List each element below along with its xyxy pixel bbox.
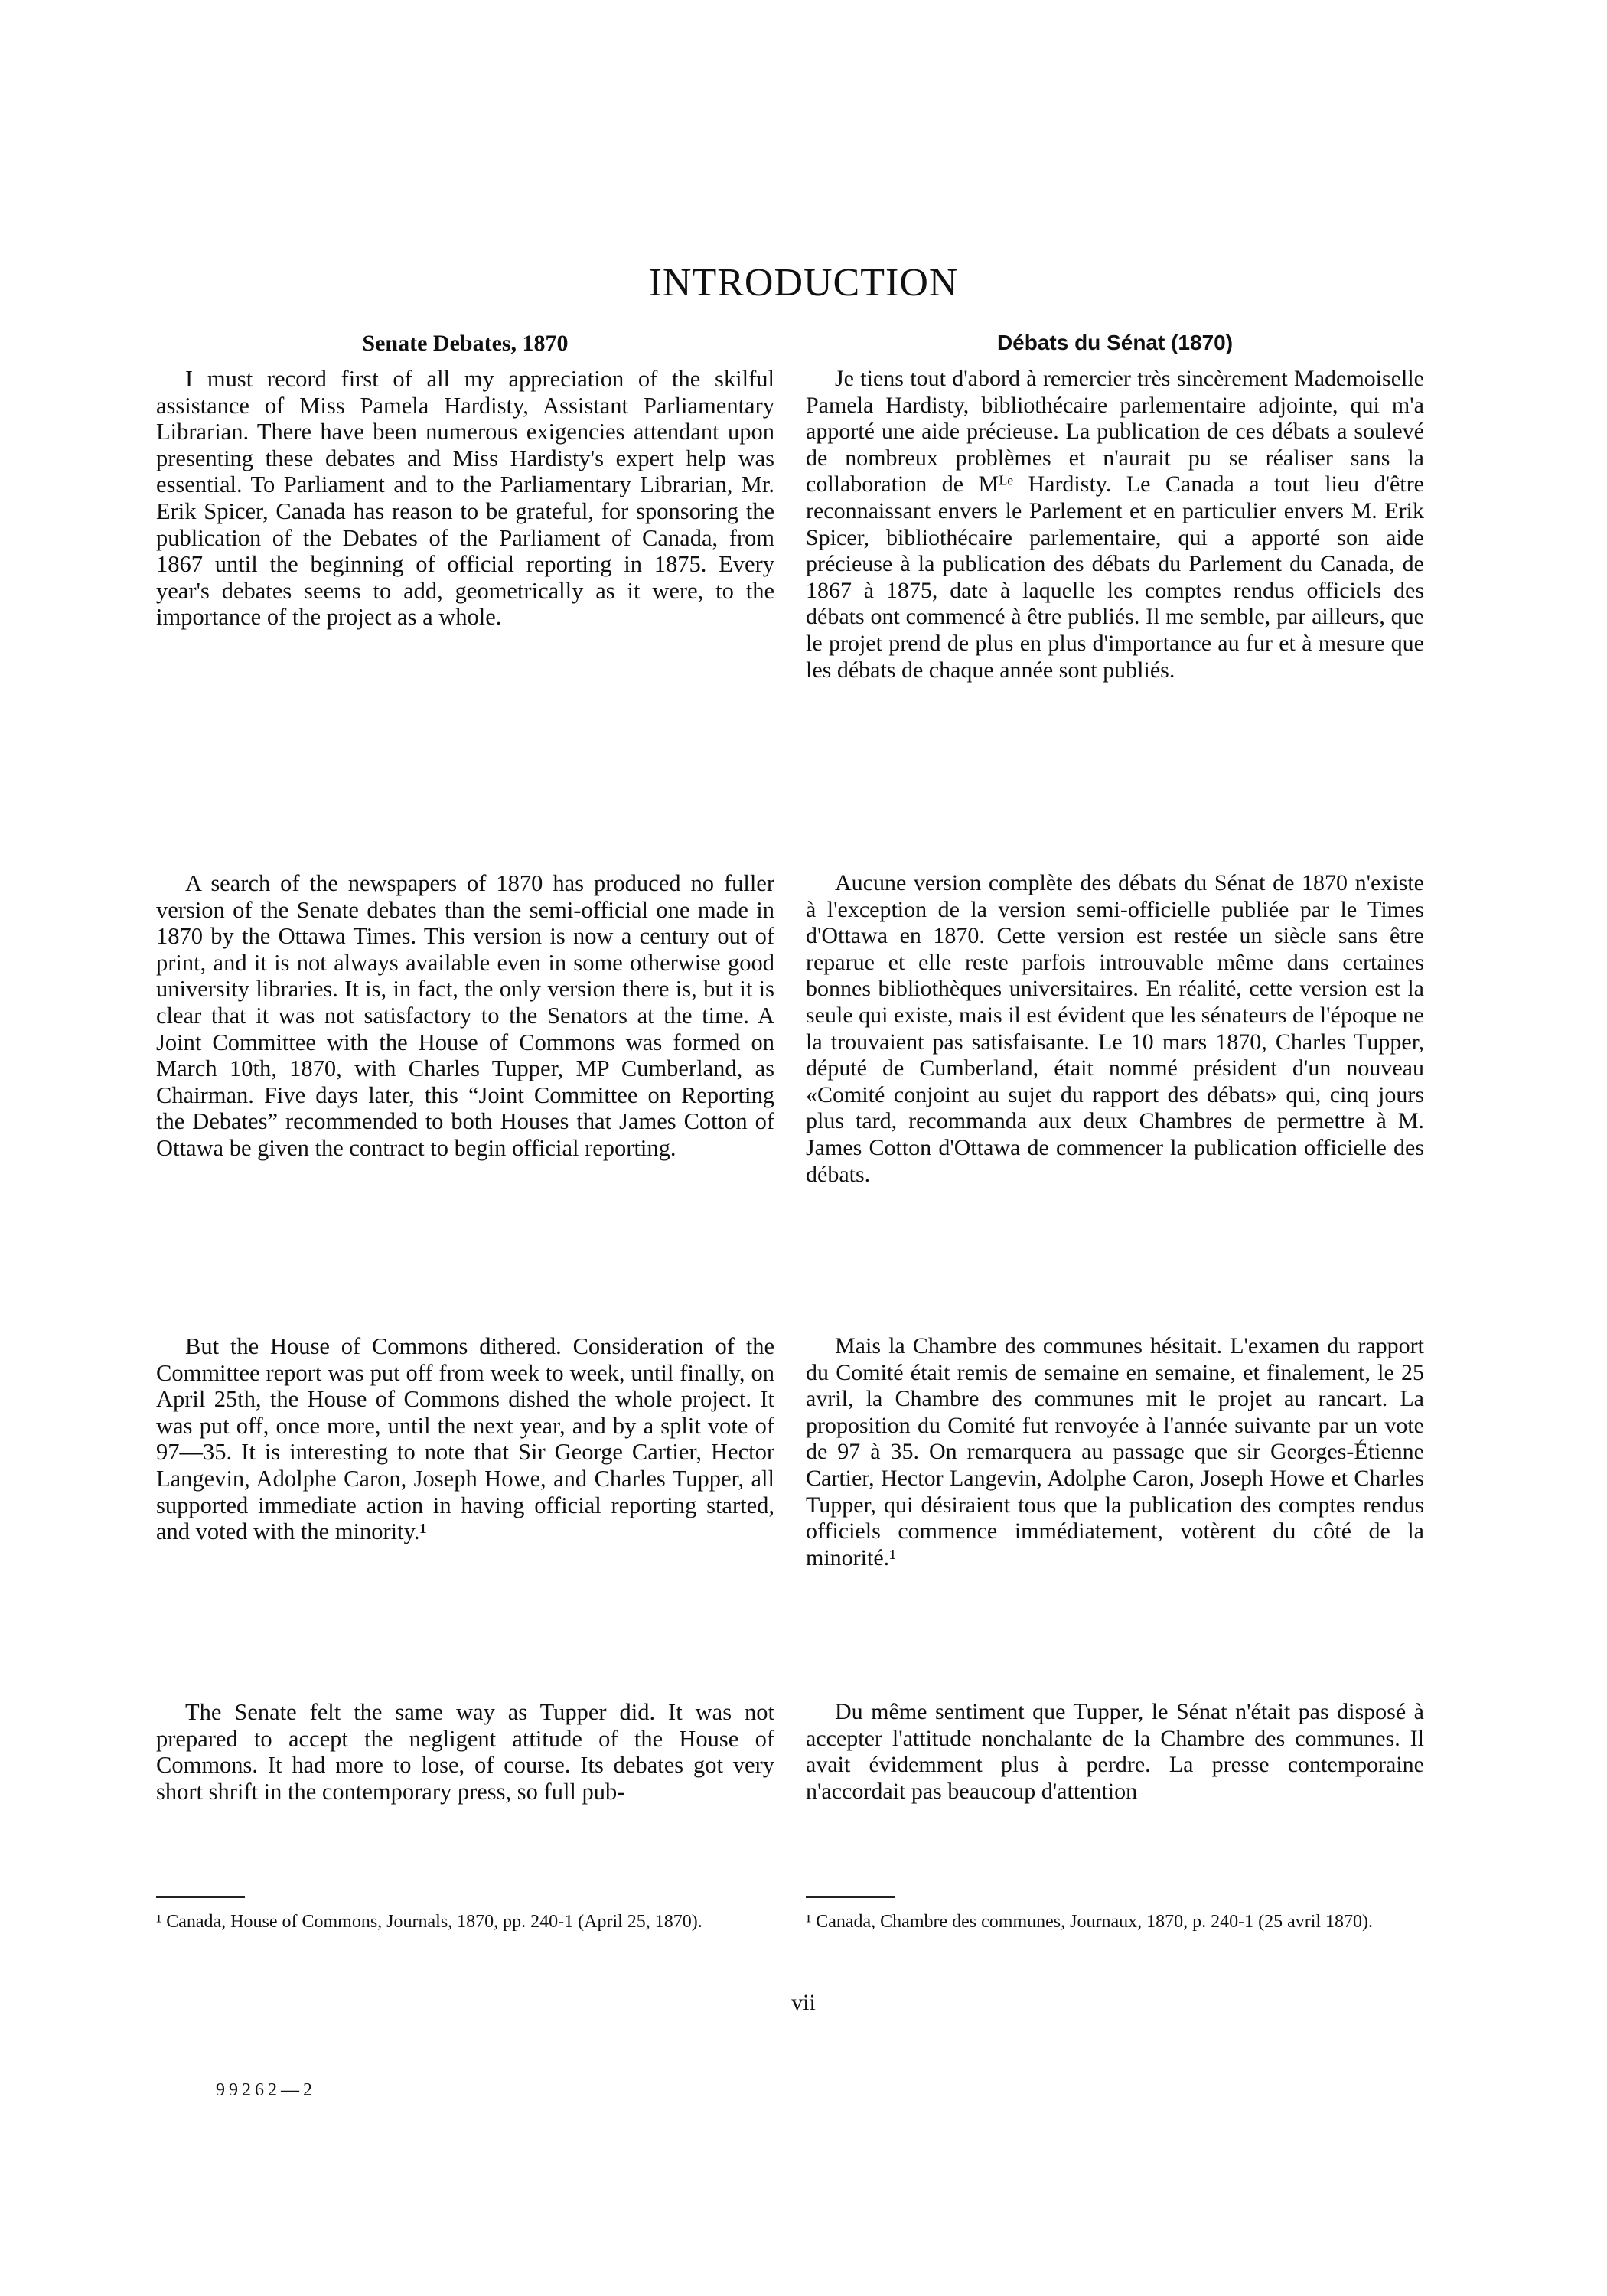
french-column — [806, 331, 1424, 1804]
english-paragraph-1: I must record first of all my appreciation of the skilful assistance of Miss Pamela Hardisty, Assistant Parliamentary Librarian. There have been numerous exigencies attendant upon presenting these debates and Miss Hardisty's expert help was essential. To Parliament and to the Parliamentary Librarian, Mr. Erik Spicer, Canada has reason to be grateful, for sponsoring the publication of the Debates of the Parliament of Canada, from 1867 until the beginning of official reporting in 1875. Every year's debates seems to add, geometrically as it were, to the importance of the project as a whole. — [156, 366, 774, 631]
english-paragraph-2: A search of the newspapers of 1870 has produced no fuller version of the Senate debates than the semi-official one made in 1870 by the Ottawa Times. This version is now a century out of print, and it is not always available even in some otherwise good university libraries. It is, in fact, the only version there is, but it is clear that it was not satisfactory to the Senators at the time. A Joint Committee with the House of Commons was formed on March 10th, 1870, with Charles Tupper, MP Cumberland, as Chairman. Five days later, this “Joint Committee on Reporting the Debates” recommended to both Houses that James Cotton of Ottawa be given the contract to begin official reporting. — [156, 870, 774, 1161]
french-paragraph-4: Du même sentiment que Tupper, le Sénat n'était pas disposé à accepter l'attitude nonchalante de la Chambre des communes. Il avait évidemment plus à perdre. La presse contemporaine n'accordait pas beaucoup d'attention — [806, 1699, 1424, 1804]
french-paragraph-1: Je tiens tout d'abord à remercier très sincèrement Mademoiselle Pamela Hardisty, bibliothécaire parlementaire adjointe, qui m'a apporté une aide précieuse. La publication de ces débats a soulevé de nombreux problèmes et n'aurait pu se réaliser sans la collaboration de Mᴸᵉ Hardisty. Le Canada a tout lieu d'être reconnaissant envers le Parlement et en particulier envers M. Erik Spicer, bibliothécaire parlementaire, qui a apporté son aide précieuse à la publication des débats du Parlement du Canada, de 1867 à 1875, date à laquelle les comptes rendus officiels des débats ont commencé à être publiés. Il me semble, par ailleurs, que le projet prend de plus en plus d'importance au fur et à mesure que les débats de chaque année sont publiés. — [806, 366, 1424, 683]
french-heading: Débats du Sénat (1870) — [996, 331, 1234, 354]
french-footnote: ¹ Canada, Chambre des communes, Journaux, 1870, p. 240-1 (25 avril 1870). — [806, 1912, 1374, 1932]
french-footnote-rule — [806, 1896, 895, 1898]
english-footnote: ¹ Canada, House of Commons, Journals, 1870, pp. 240-1 (April 25, 1870). — [156, 1912, 702, 1932]
page-title: INTRODUCTION — [648, 261, 959, 305]
english-paragraph-4: The Senate felt the same way as Tupper did. It was not prepared to accept the negligent attitude of the House of Commons. It had more to lose, of course. Its debates got very short shrift in the contemporary press, so full pub- — [156, 1699, 774, 1805]
english-column — [156, 331, 774, 1805]
print-code: 99262—2 — [216, 2080, 316, 2100]
english-heading: Senate Debates, 1870 — [362, 331, 569, 356]
english-footnote-rule — [156, 1896, 245, 1898]
page-number: vii — [791, 1990, 816, 2015]
french-paragraph-2: Aucune version complète des débats du Sénat de 1870 n'existe à l'exception de la version semi-officielle publiée par le Times d'Ottawa en 1870. Cette version est restée un siècle sans être reparue et elle reste parfois introuvable même dans certaines bonnes bibliothèques universitaires. En réalité, cette version est la seule qui existe, mais il est évident que les sénateurs de l'époque ne la trouvaient pas satisfaisante. Le 10 mars 1870, Charles Tupper, député de Cumberland, était nommé président d'un nouveau «Comité conjoint au sujet du rapport des débats» qui, cinq jours plus tard, recommanda aux deux Chambres de permettre à M. James Cotton d'Ottawa de commencer la publication officielle des débats. — [806, 870, 1424, 1187]
french-paragraph-3: Mais la Chambre des communes hésitait. L'examen du rapport du Comité était remis de semaine en semaine, et finalement, le 25 avril, la Chambre des communes mit le projet au rancart. La proposition du Comité fut renvoyée à l'année suivante par un vote de 97 à 35. On remarquera au passage que sir Georges-Étienne Cartier, Hector Langevin, Adolphe Caron, Joseph Howe et Charles Tupper, qui désiraient tous que la publication des comptes rendus officiels commence immédiatement, votèrent du côté de la minorité.¹ — [806, 1333, 1424, 1570]
english-paragraph-3: But the House of Commons dithered. Consideration of the Committee report was put off from week to week, until finally, on April 25th, the House of Commons dished the whole project. It was put off, once more, until the next year, and by a split vote of 97—35. It is interesting to note that Sir George Cartier, Hector Langevin, Adolphe Caron, Joseph Howe, and Charles Tupper, all supported immediate action in having official reporting started, and voted with the minority.¹ — [156, 1333, 774, 1545]
